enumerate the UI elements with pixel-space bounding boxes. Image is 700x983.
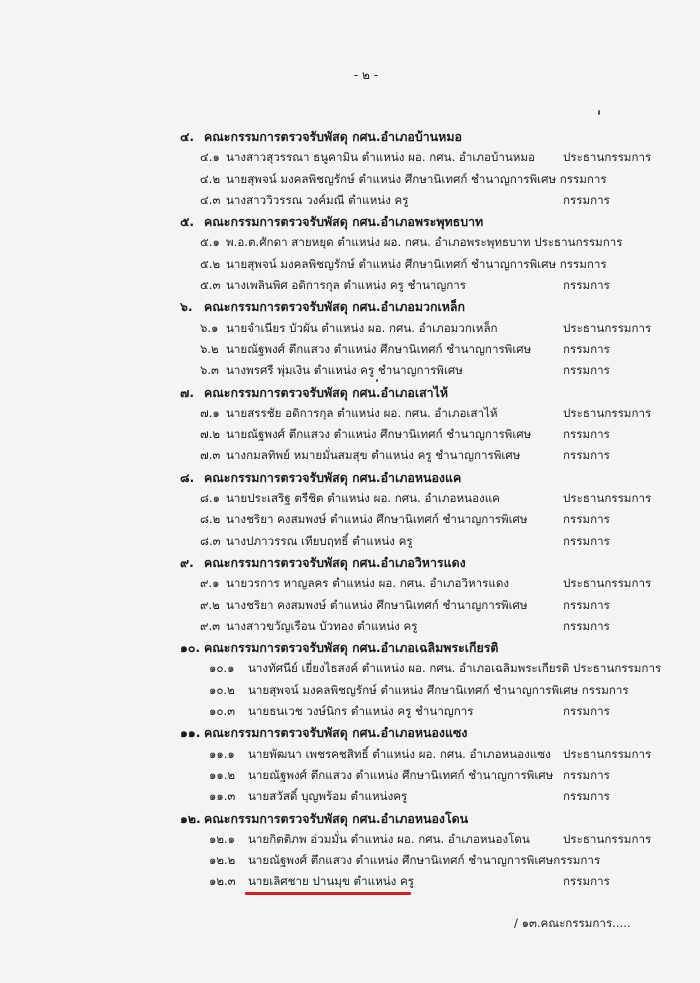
member-name-position: นายธนเวช วงษ์นิกร ตำแหน่ง ครู ชำนาญการ [248, 704, 474, 719]
member-name-position: นายสวัสดิ์ บุญพร้อม ตำแหน่งครู [248, 789, 408, 804]
member-row [0, 744, 700, 765]
member-row [0, 147, 700, 168]
member-name-position: นางเพลินพิศ อดิการกุล ตำแหน่ง ครู ชำนาญการ [226, 278, 467, 293]
member-number: ๕.๓ [200, 278, 221, 293]
member-number: ๑๑.๓ [209, 789, 236, 804]
member-name-position: นายวรการ หาญลคร ตำแหน่ง ผอ. กศน. อำเภอวิหารแดง [226, 576, 510, 591]
committee-section [0, 211, 700, 296]
committee-title: คณะกรรมการตรวจรับพัสดุ กศน.อำเภอหนองโดน [204, 810, 469, 826]
member-row [0, 701, 700, 722]
member-number: ๕.๑ [200, 235, 220, 250]
member-name-position: นายณัฐพงศ์ ตึกแสวง ตำแหน่ง ศึกษานิเทศก์ ชำนาญการพิเศษ [226, 341, 532, 356]
member-number: ๑๑.๑ [209, 746, 235, 761]
member-name-position: นายประเสริฐ ตรีชิต ตำแหน่ง ผอ. กศน. อำเภอหนองแค [226, 491, 500, 506]
member-row [0, 403, 700, 424]
committee-number: ๑๑. [180, 725, 201, 741]
member-role: กรรมการ [563, 767, 610, 782]
member-row [0, 786, 700, 807]
committee-section [0, 722, 700, 807]
member-role: กรรมการ [563, 278, 610, 293]
member-number: ๑๐.๒ [209, 682, 235, 697]
member-role: ประธานกรรมการ [563, 405, 652, 420]
member-row [0, 616, 700, 637]
member-row [0, 254, 700, 275]
member-number: ๑๐.๓ [209, 704, 236, 719]
committee-heading [0, 382, 700, 403]
member-row [0, 169, 700, 190]
member-role: กรรมการ [563, 618, 610, 633]
member-role: กรรมการ [563, 363, 610, 378]
committee-section [0, 552, 700, 637]
committee-number: ๔. [180, 129, 195, 144]
member-name-position: นายสรรชัย อดิการกุล ตำแหน่ง ผอ. กศน. อำเภอเสาไห้ [226, 405, 498, 420]
committee-section [0, 296, 700, 381]
member-row [0, 318, 700, 339]
committee-heading [0, 552, 700, 573]
member-number: ๙.๑ [200, 576, 220, 591]
member-name-position: นายณัฐพงศ์ ตึกแสวง ตำแหน่ง ศึกษานิเทศก์ ชำนาญการพิเศษ [248, 767, 554, 782]
member-number: ๑๑.๒ [209, 767, 236, 782]
committee-title: คณะกรรมการตรวจรับพัสดุ กศน.อำเภอบ้านหมอ [204, 129, 462, 144]
member-name-position: นายณัฐพงศ์ ตึกแสวง ตำแหน่ง ศึกษานิเทศก์ ชำนาญการพิเศษ [226, 427, 532, 442]
member-name-position: นางพรศรี พุ่มเงิน ตำแหน่ง ครู ชำนาญการพิเศษ [226, 363, 463, 378]
committee-heading [0, 637, 700, 658]
committee-section [0, 126, 700, 211]
member-row [0, 275, 700, 296]
scan-speck [598, 110, 600, 115]
committee-title: คณะกรรมการตรวจรับพัสดุ กศน.อำเภอหนองแค [204, 469, 462, 485]
member-name-position: นายเลิศชาย ปานมุข ตำแหน่ง ครู [248, 874, 414, 889]
member-role: กรรมการ [563, 192, 610, 207]
member-number: ๗.๑ [200, 405, 220, 420]
member-name-position: นายสุพจน์ มงคลพิชญรักษ์ ตำแหน่ง ศึกษานิเทศก์ ชำนาญการพิเศษ กรรมการ [248, 682, 629, 697]
committee-number: ๙. [180, 554, 194, 570]
member-name-position: นางชริยา คงสมพงษ์ ตำแหน่ง ศึกษานิเทศก์ ชำนาญการพิเศษ [226, 512, 528, 527]
member-number: ๘.๒ [200, 512, 221, 527]
member-number: ๙.๒ [200, 597, 220, 612]
member-name-position: พ.อ.ต.ศักดา สายหยุด ตำแหน่ง ผอ. กศน. อำเภอพระพุทธบาท ประธานกรรมการ [226, 235, 623, 250]
member-role: กรรมการ [563, 512, 610, 527]
member-number: ๕.๒ [200, 256, 221, 271]
member-row [0, 829, 700, 850]
member-row [0, 765, 700, 786]
committee-number: ๖. [180, 299, 193, 315]
member-name-position: นายสุพจน์ มงคลพิชญรักษ์ ตำแหน่ง ศึกษานิเทศก์ ชำนาญการพิเศษ กรรมการ [226, 171, 607, 186]
committee-title: คณะกรรมการตรวจรับพัสดุ กศน.อำเภอเสาไห้ [204, 384, 449, 400]
member-row [0, 573, 700, 594]
member-name-position: นางชริยา คงสมพงษ์ ตำแหน่ง ศึกษานิเทศก์ ชำนาญการพิเศษ [226, 597, 528, 612]
member-row [0, 445, 700, 466]
member-number: ๑๒.๑ [209, 831, 236, 846]
member-number: ๘.๑ [200, 491, 220, 506]
member-number: ๔.๒ [200, 171, 221, 186]
member-row [0, 531, 700, 552]
member-role: กรรมการ [563, 874, 610, 889]
member-row [0, 850, 700, 871]
member-name-position: นายณัฐพงศ์ ตึกแสวง ตำแหน่ง ศึกษานิเทศก์ ชำนาญการพิเศษกรรมการ [248, 853, 601, 868]
continuation-footer: / ๑๓.คณะกรรมการ..... [514, 916, 631, 930]
member-role: กรรมการ [563, 597, 610, 612]
member-number: ๙.๓ [200, 618, 221, 633]
committee-number: ๗. [180, 384, 195, 400]
member-number: ๔.๑ [200, 150, 220, 165]
committee-section [0, 467, 700, 552]
committee-heading [0, 211, 700, 232]
committee-number: ๑๒. [180, 810, 201, 826]
committee-section [0, 808, 700, 893]
committee-list [0, 126, 700, 893]
committee-title: คณะกรรมการตรวจรับพัสดุ กศน.อำเภอเฉลิมพระเกียรติ [204, 640, 499, 656]
red-underline-highlight [245, 892, 411, 895]
member-number: ๑๐.๑ [209, 661, 235, 676]
member-name-position: นางกมลทิพย์ หมายมั่นสมสุข ตำแหน่ง ครู ชำนาญการพิเศษ [226, 448, 521, 463]
member-number: ๑๒.๒ [209, 853, 236, 868]
member-number: ๖.๓ [200, 363, 219, 378]
member-row [0, 871, 700, 892]
member-role: ประธานกรรมการ [563, 831, 652, 846]
member-role: ประธานกรรมการ [563, 320, 652, 335]
member-row [0, 424, 700, 445]
member-row [0, 595, 700, 616]
member-name-position: นายจำเนียร บัวผัน ตำแหน่ง ผอ. กศน. อำเภอมวกเหล็ก [226, 320, 498, 335]
committee-title: คณะกรรมการตรวจรับพัสดุ กศน.อำเภอหนองแซง [204, 725, 468, 741]
scan-speck [376, 379, 378, 382]
member-row [0, 488, 700, 509]
member-role: กรรมการ [563, 704, 610, 719]
member-role: ประธานกรรมการ [563, 746, 652, 761]
committee-number: ๑๐. [180, 640, 201, 656]
member-number: ๖.๒ [200, 341, 219, 356]
member-role: กรรมการ [563, 448, 610, 463]
committee-number: ๘. [180, 469, 195, 485]
member-number: ๘.๓ [200, 533, 221, 548]
committee-section [0, 637, 700, 722]
member-row [0, 232, 700, 253]
member-role: ประธานกรรมการ [563, 150, 652, 165]
committee-heading [0, 126, 700, 147]
member-row [0, 190, 700, 211]
member-role: กรรมการ [563, 341, 610, 356]
committee-heading [0, 808, 700, 829]
member-name-position: นางปภาวรรณ เทียบฤทธิ์ ตำแหน่ง ครู [226, 533, 413, 548]
member-number: ๔.๓ [200, 192, 221, 207]
committee-heading [0, 296, 700, 317]
member-number: ๑๒.๓ [209, 874, 236, 889]
committee-title: คณะกรรมการตรวจรับพัสดุ กศน.อำเภอมวกเหล็ก [204, 299, 465, 315]
member-row [0, 658, 700, 679]
member-role: ประธานกรรมการ [563, 491, 652, 506]
member-role: ประธานกรรมการ [563, 576, 652, 591]
member-name-position: นางสาววิวรรณ วงค์มณี ตำแหน่ง ครู [226, 192, 409, 207]
committee-title: คณะกรรมการตรวจรับพัสดุ กศน.อำเภอพระพุทธบาท [204, 214, 484, 230]
member-name-position: นางทัศนีย์ เยี่ยงไธสงค์ ตำแหน่ง ผอ. กศน. อำเภอเฉลิมพระเกียรติ ประธานกรรมการ [248, 661, 662, 676]
member-role: กรรมการ [563, 789, 610, 804]
committee-title: คณะกรรมการตรวจรับพัสดุ กศน.อำเภอวิหารแดง [204, 554, 466, 570]
member-name-position: นายพัฒนา เพชรคชสิทธิ์ ตำแหน่ง ผอ. กศน. อำเภอหนองแซง [248, 746, 551, 761]
member-number: ๗.๒ [200, 427, 221, 442]
member-role: กรรมการ [563, 533, 610, 548]
committee-heading [0, 467, 700, 488]
member-number: ๗.๓ [200, 448, 221, 463]
committee-heading [0, 722, 700, 743]
member-row [0, 339, 700, 360]
member-name-position: นายสุพจน์ มงคลพิชญรักษ์ ตำแหน่ง ศึกษานิเทศก์ ชำนาญการพิเศษ กรรมการ [226, 256, 607, 271]
member-name-position: นางสาวขวัญเรือน บัวทอง ตำแหน่ง ครู [226, 618, 418, 633]
member-number: ๖.๑ [200, 320, 219, 335]
member-name-position: นางสาวสุวรรณา ธนูคามิน ตำแหน่ง ผอ. กศน. อำเภอบ้านหมอ [226, 150, 536, 165]
committee-section [0, 382, 700, 467]
committee-number: ๕. [180, 214, 195, 230]
member-row [0, 509, 700, 530]
page-number: - ๒ - [353, 68, 379, 82]
member-name-position: นายกิตติภพ อ่วมมั่น ตำแหน่ง ผอ. กศน. อำเภอหนองโดน [248, 831, 530, 846]
member-role: กรรมการ [563, 427, 610, 442]
member-row [0, 360, 700, 381]
member-row [0, 680, 700, 701]
